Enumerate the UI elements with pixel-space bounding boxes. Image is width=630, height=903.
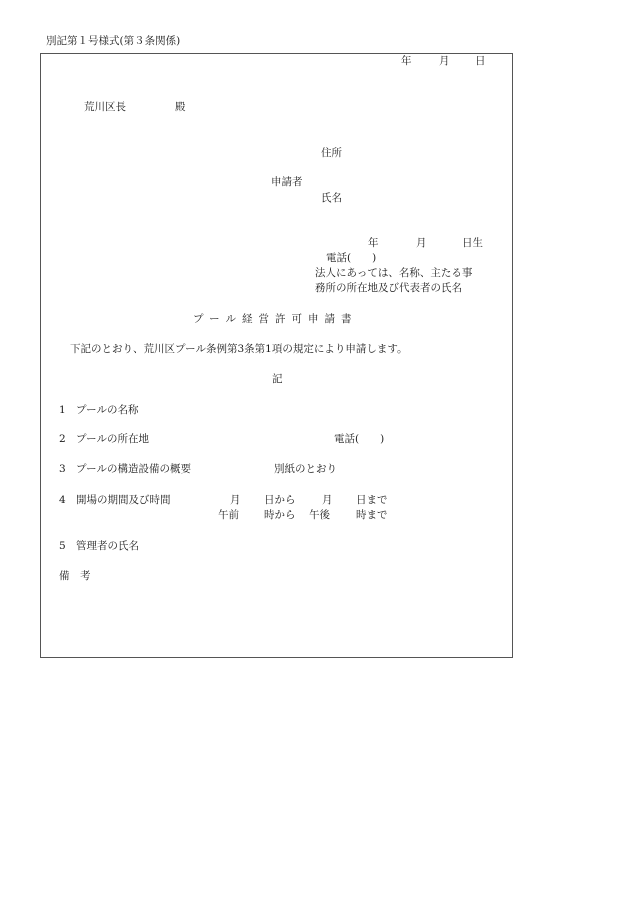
- corp-note-line-2: 務所の所在地及び代表者の氏名: [315, 282, 462, 294]
- applicant-label: 申請者: [271, 176, 303, 188]
- ki-heading: 記: [272, 373, 283, 385]
- address-label: 住所: [321, 147, 342, 159]
- name-label: 氏名: [321, 192, 342, 204]
- item2-label: プールの所在地: [76, 433, 149, 445]
- date-day: 日: [475, 55, 486, 67]
- item5-label: 管理者の氏名: [76, 540, 139, 552]
- item3-label: プールの構造設備の概要: [76, 463, 191, 475]
- item4-from-day: 日から: [264, 494, 296, 506]
- birth-month: 月: [416, 237, 427, 249]
- item3-number: 3: [59, 463, 66, 475]
- item4-label: 開場の期間及び時間: [76, 494, 171, 506]
- item4-to-time: 時まで: [356, 509, 388, 521]
- date-month: 月: [439, 55, 450, 67]
- document-title: プール経営許可申請書: [193, 313, 358, 325]
- item4-number: 4: [59, 494, 66, 506]
- addressee-honorific: 殿: [175, 101, 186, 113]
- corp-note-line-1: 法人にあっては、名称、主たる事: [315, 267, 473, 279]
- applicant-phone: 電話( ): [326, 252, 377, 264]
- addressee-name: 荒川区長: [84, 101, 126, 113]
- birth-day: 日生: [462, 237, 483, 249]
- item4-am: 午前: [218, 509, 239, 521]
- item2-number: 2: [59, 433, 66, 445]
- item4-month-2: 月: [322, 494, 333, 506]
- intro-text: 下記のとおり、荒川区プール条例第3条第1項の規定により申請します。: [70, 343, 408, 355]
- item1-label: プールの名称: [76, 404, 139, 416]
- date-year: 年: [401, 55, 412, 67]
- item4-to-day: 日まで: [356, 494, 388, 506]
- item5-number: 5: [59, 540, 66, 552]
- birth-year: 年: [368, 237, 379, 249]
- item3-value: 別紙のとおり: [274, 463, 337, 475]
- item4-month-1: 月: [230, 494, 241, 506]
- item4-from-time: 時から: [264, 509, 296, 521]
- form-label: 別記第１号様式(第３条関係): [46, 35, 181, 47]
- item4-pm: 午後: [309, 509, 330, 521]
- remarks-label: 備 考: [59, 570, 91, 582]
- item2-phone: 電話( ): [334, 433, 385, 445]
- item1-number: 1: [59, 404, 66, 416]
